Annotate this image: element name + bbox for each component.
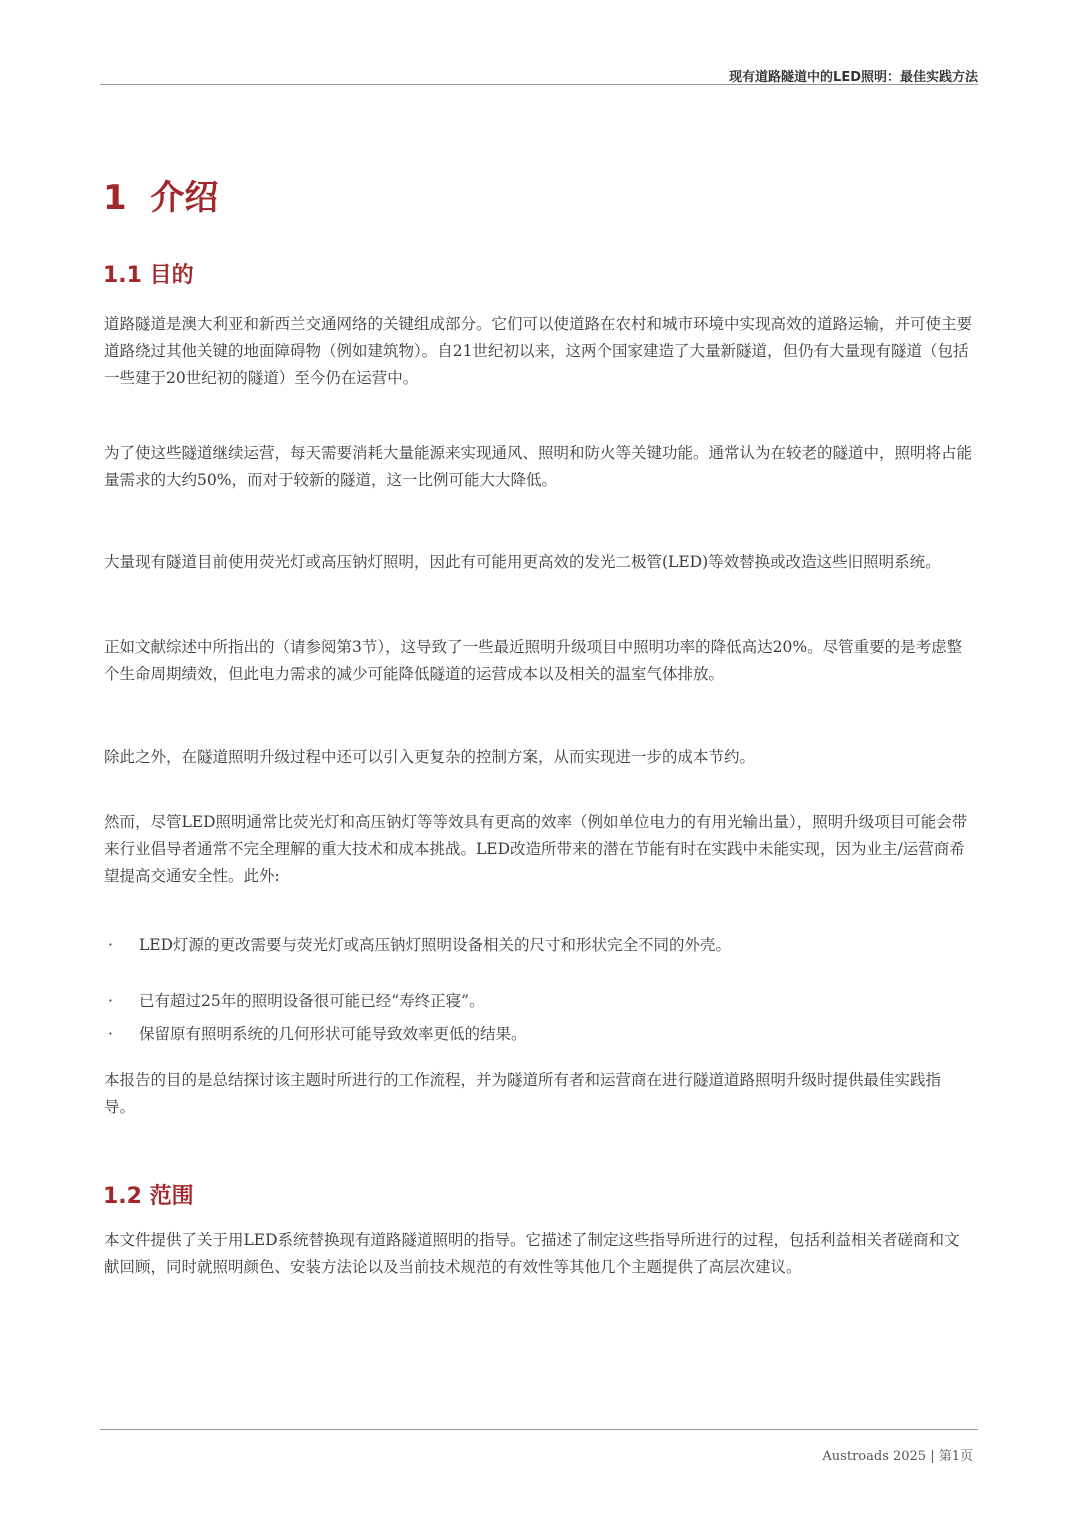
bullet-text: 保留原有照明系统的几何形状可能导致效率更低的结果。 xyxy=(139,1025,527,1043)
paragraph-7: 本报告的目的是总结探讨该主题时所进行的工作流程，并为隧道所有者和运营商在进行隧道道路照明升级时提供最佳实践指导。 xyxy=(104,1071,942,1116)
paragraph-2: 为了使这些隧道继续运营，每天需要消耗大量能源来实现通风、照明和防火等关键功能。通常认为在较老的隧道中，照明将占能量需求的大约50%，而对于较新的隧道，这一比例可能大大降低。 xyxy=(104,444,973,489)
chapter-title: 1 介绍 xyxy=(103,178,219,218)
bullet-mark: · xyxy=(108,936,113,954)
bullet-text: LED灯源的更改需要与荧光灯或高压钠灯照明设备相关的尺寸和形状完全不同的外壳。 xyxy=(139,936,732,954)
paragraph-scope: 本文件提供了关于用LED系统替换现有道路隧道照明的指导。它描述了制定这些指导所进行的过程，包括利益相关者磋商和文献回顾，同时就照明颜色、安装方法论以及当前技术规范的有效性等其他几个主题提供了高层次建议。 xyxy=(104,1231,960,1276)
paragraph-1: 道路隧道是澳大利亚和新西兰交通网络的关键组成部分。它们可以使道路在农村和城市环境中实现高效的道路运输，并可使主要道路绕过其他关键的地面障碍物（例如建筑物）。自21世纪初以来，这两个国家建造了大量新隧道，但仍有大量现有隧道（包括一些建于20世纪初的隧道）至今仍在运营中。 xyxy=(104,315,973,387)
bullet-mark: · xyxy=(108,1025,113,1043)
footer-divider xyxy=(100,1429,978,1430)
paragraph-6: 然而，尽管LED照明通常比荧光灯和高压钠灯等等效具有更高的效率（例如单位电力的有用光输出量），照明升级项目可能会带来行业倡导者通常不完全理解的重大技术和成本挑战。LED改造所带来的潜在节能有时在实践中未能实现，因为业主/运营商希望提高交通安全性。此外: xyxy=(104,813,968,885)
paragraph-5: 除此之外，在隧道照明升级过程中还可以引入更复杂的控制方案，从而实现进一步的成本节约。 xyxy=(104,748,756,766)
footer-page-number: Austroads 2025 | 第1页 xyxy=(822,1449,973,1464)
bullet-mark: · xyxy=(108,992,113,1010)
paragraph-4: 正如文献综述中所指出的（请参阅第3节），这导致了一些最近照明升级项目中照明功率的降低高达20%。尽管重要的是考虑整个生命周期绩效，但此电力需求的减少可能降低隧道的运营成本以及相关的温室气体排放。 xyxy=(104,638,963,683)
bullet-text: 已有超过25年的照明设备很可能已经“寿终正寝”。 xyxy=(139,992,485,1010)
header-divider xyxy=(100,84,978,85)
running-header: 现有道路隧道中的LED照明：最佳实践方法 xyxy=(729,70,978,85)
section-heading-purpose: 1.1 目的 xyxy=(103,263,194,288)
section-heading-scope: 1.2 范围 xyxy=(103,1184,194,1209)
paragraph-3: 大量现有隧道目前使用荧光灯或高压钠灯照明，因此有可能用更高效的发光二极管(LED)等效替换或改造这些旧照明系统。 xyxy=(104,553,941,571)
